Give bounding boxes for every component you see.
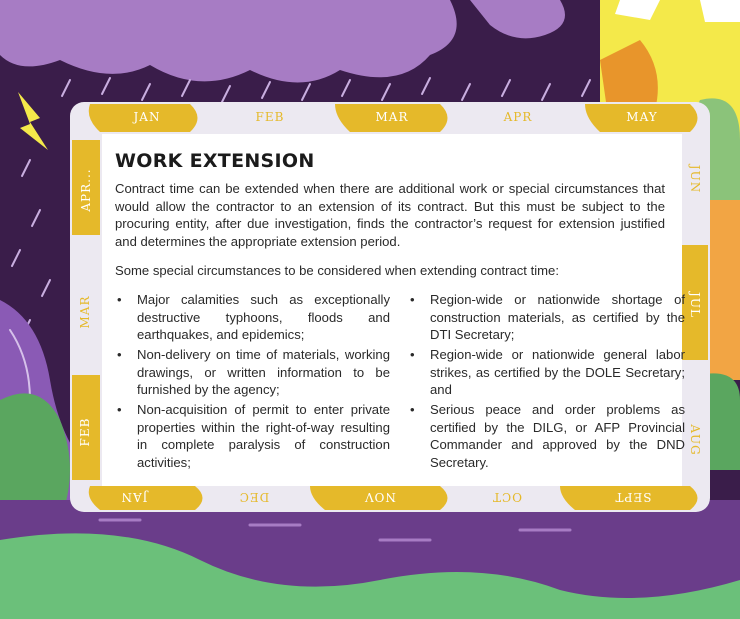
list-item xyxy=(115,401,390,471)
month-label-jun: JUN xyxy=(688,164,702,194)
month-label-oct: OCT xyxy=(491,490,523,504)
month-label-aug: AUG xyxy=(688,424,702,456)
bullet-glyph: • xyxy=(410,402,415,417)
list-item-text: Region-wide or nationwide general labor strikes, as certified by the DOLE Secretary; and xyxy=(430,347,685,398)
list-item xyxy=(115,346,390,399)
month-label-mar: MAR xyxy=(375,110,409,124)
month-label-may: MAY xyxy=(626,110,658,124)
list-item-text: Non-delivery on time of materials, working drawings, or written information to be furnished by the agency; xyxy=(137,347,390,398)
bullet-glyph: • xyxy=(117,292,122,307)
month-label-nov: NOV xyxy=(364,490,396,504)
month-label-feb: FEB xyxy=(255,110,285,124)
list-item xyxy=(408,346,685,399)
intro-paragraph: Contract time can be extended when there are additional work or special circumstances that would allow the contractor to an extension of its contract. But this must be subject to the procuring entity, after due investigation, finds the contractor’s request for extension justified and determines the appropriate extension period. xyxy=(115,181,665,249)
bullet-glyph: • xyxy=(410,292,415,307)
month-label-sept: SEPT xyxy=(614,490,652,504)
month-label-apr: APR xyxy=(503,110,533,124)
list-item xyxy=(408,401,685,471)
page-title: WORK EXTENSION xyxy=(115,150,315,172)
bullet-glyph: • xyxy=(410,347,415,362)
month-label-jan-top: JAN xyxy=(133,110,161,124)
month-label-feb-left: FEB xyxy=(78,417,92,447)
month-label-apr-cont: APR... xyxy=(79,168,93,212)
list-item-text: Major calamities such as exceptionally destructive typhoons, floods and earthquakes, and epidemics; xyxy=(137,292,390,343)
bullet-glyph: • xyxy=(117,402,122,417)
list-item-text: Non-acquisition of permit to enter private properties within the right-of-way resulting in complete paralysis of construction activities; xyxy=(137,402,390,470)
list-item xyxy=(115,291,390,344)
list-item-text: Serious peace and order problems as certified by the DILG, or AFP Provincial Commander and approved by the DND Secretary. xyxy=(430,402,685,470)
list-item xyxy=(408,291,685,344)
month-label-jul: JUL xyxy=(688,292,702,318)
month-label-mar-left: MAR xyxy=(78,295,92,329)
bullet-glyph: • xyxy=(117,347,122,362)
list-item-text: Region-wide or nationwide shortage of construction materials, as certified by the DTI Secretary; xyxy=(430,292,685,343)
lead-paragraph: Some special circumstances to be considered when extending contract time: xyxy=(115,263,559,278)
white-railing xyxy=(700,0,740,22)
month-label-jan-bottom: JAN xyxy=(120,490,148,504)
month-label-dec: DEC xyxy=(238,490,270,504)
